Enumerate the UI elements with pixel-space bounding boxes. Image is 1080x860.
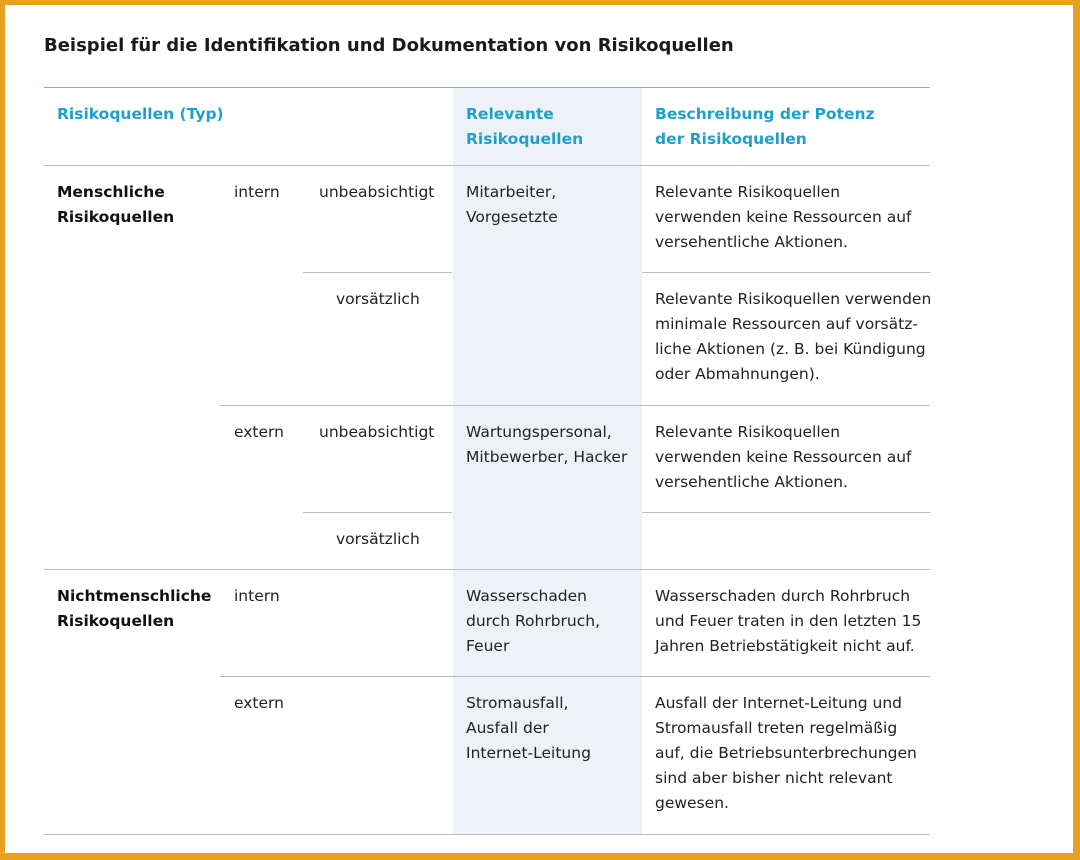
label-line: Risikoquellen [57, 612, 175, 630]
text-line: durch Rohrbruch, [466, 612, 601, 630]
text-line: liche Aktionen (z. B. bei Kündigung [655, 340, 926, 358]
text-line: sind aber bisher nicht relevant [655, 769, 893, 787]
text-line: Relevante Risikoquellen [655, 423, 841, 441]
text-line: Mitarbeiter, [466, 183, 557, 201]
description [655, 287, 931, 387]
origin-intern: intern [234, 587, 280, 605]
intent-intentional: vorsätzlich [336, 530, 420, 548]
text-line: Ausfall der Internet-Leitung und [655, 694, 902, 712]
text-line: Internet-Leitung [466, 744, 591, 762]
header-line: Beschreibung der Potenz [655, 105, 875, 123]
text-line: Stromausfall, [466, 694, 569, 712]
text-line: oder Abmahnungen). [655, 365, 820, 383]
table-bottom-rule [44, 834, 930, 835]
text-line: versehentliche Aktionen. [655, 233, 848, 251]
text-line: minimale Ressourcen auf vorsätz- [655, 315, 918, 333]
origin-extern: extern [234, 423, 284, 441]
text-line: Vorgesetzte [466, 208, 558, 226]
header-description [655, 102, 875, 152]
row-rule [303, 512, 452, 513]
text-line: Relevante Risikoquellen verwenden [655, 290, 932, 308]
header-line: Risikoquellen [466, 130, 584, 148]
row-rule [642, 272, 930, 273]
text-line: Wasserschaden durch Rohrbruch [655, 587, 911, 605]
relevant-sources [466, 691, 591, 766]
text-line: Relevante Risikoquellen [655, 183, 841, 201]
text-line: Mitbewerber, Hacker [466, 448, 628, 466]
relevant-sources [466, 180, 558, 230]
label-line: Menschliche [57, 183, 165, 201]
group-label-nonhuman [57, 584, 211, 634]
text-line: verwenden keine Ressourcen auf [655, 448, 912, 466]
origin-intern: intern [234, 183, 280, 201]
row-rule [642, 512, 930, 513]
description [655, 420, 911, 495]
text-line: auf, die Betriebsunterbrechungen [655, 744, 917, 762]
group-label-human [57, 180, 174, 230]
description [655, 584, 921, 659]
row-rule [303, 272, 452, 273]
text-line: versehentliche Aktionen. [655, 473, 848, 491]
header-risk-type: Risikoquellen (Typ) [57, 105, 224, 123]
header-bottom-rule [44, 165, 930, 166]
text-line: Jahren Betriebstätigkeit nicht auf. [655, 637, 915, 655]
intent-unintended: unbeabsichtigt [319, 423, 435, 441]
origin-extern: extern [234, 694, 284, 712]
text-line: Stromausfall treten regelmäßig [655, 719, 898, 737]
intent-unintended: unbeabsichtigt [319, 183, 435, 201]
label-line: Nichtmenschliche [57, 587, 212, 605]
text-line: Feuer [466, 637, 510, 655]
row-rule [220, 676, 930, 677]
header-line: der Risikoquellen [655, 130, 807, 148]
text-line: Wartungspersonal, [466, 423, 612, 441]
relevant-sources [466, 420, 627, 470]
text-line: Wasserschaden [466, 587, 588, 605]
header-relevant-sources [466, 102, 583, 152]
group-rule [44, 569, 930, 570]
intent-intentional: vorsätzlich [336, 290, 420, 308]
header-line: Relevante [466, 105, 554, 123]
document-page [5, 5, 1073, 853]
table-top-rule [44, 87, 930, 88]
description [655, 180, 911, 255]
page-title: Beispiel für die Identifikation und Dokumentation von Risikoquellen [44, 35, 734, 56]
text-line: und Feuer traten in den letzten 15 [655, 612, 922, 630]
text-line: verwenden keine Ressourcen auf [655, 208, 912, 226]
text-line: Ausfall der [466, 719, 549, 737]
row-rule [220, 405, 930, 406]
label-line: Risikoquellen [57, 208, 175, 226]
relevant-sources [466, 584, 600, 659]
description [655, 691, 917, 816]
text-line: gewesen. [655, 794, 729, 812]
